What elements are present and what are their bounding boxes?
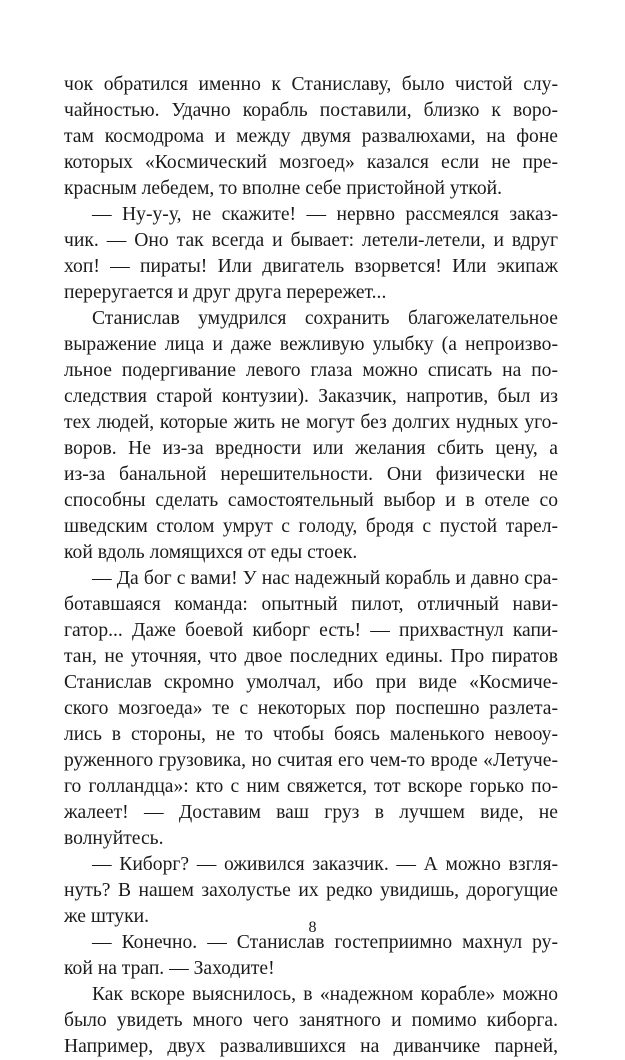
text-line: там космодрома и между двумя развалюхами, на фоне bbox=[64, 126, 558, 147]
text-line: тан, не уточняя, что двое последних едины. Про пиратов bbox=[64, 646, 558, 667]
text-line: жалеет! — Доставим ваш груз в лучшем виде, не bbox=[64, 802, 558, 823]
text-line: лись в стороны, не то чтобы боясь маленького невооу- bbox=[64, 724, 558, 745]
text-line: волнуйтесь. bbox=[64, 828, 164, 849]
text-line: красным лебедем, то вполне себе пристойной уткой. bbox=[64, 178, 502, 199]
text-line: чок обратился именно к Станиславу, было чистой слу- bbox=[64, 74, 558, 95]
text-line: ского мозгоеда» те с некоторых пор поспешно разлета- bbox=[64, 698, 558, 719]
text-line: Например, двух развалившихся на диванчике парней, bbox=[64, 1036, 558, 1057]
text-line: способны сделать самостоятельный выбор и в отеле со bbox=[64, 490, 558, 511]
text-line: выражение лица и даже вежливую улыбку (а непроизво- bbox=[64, 334, 558, 355]
text-line: чик. — Оно так всегда и бывает: летели-летели, и вдруг bbox=[64, 230, 558, 251]
text-line: гатор... Даже боевой киборг есть! — прихвастнул капи- bbox=[64, 620, 558, 641]
text-line: нуть? В нашем захолустье их редко увидишь, дорогущие bbox=[64, 880, 558, 901]
text-line: руженного грузовика, но считая его чем-то вроде «Летуче- bbox=[64, 750, 558, 771]
text-line: из-за банальной нерешительности. Они физически не bbox=[64, 464, 558, 485]
text-line: воров. Не из-за вредности или желания сбить цену, а bbox=[64, 438, 558, 459]
text-line: же штуки. bbox=[64, 906, 149, 927]
text-line: тех людей, которые жить не могут без долгих нудных уго- bbox=[64, 412, 558, 433]
page-body bbox=[64, 72, 558, 1060]
text-line: которых «Космический мозгоед» казался если не пре- bbox=[64, 152, 558, 173]
text-line: — Киборг? — оживился заказчик. — А можно взгля- bbox=[92, 854, 558, 875]
text-line: шведским столом умрут с голоду, бродя с пустой тарел- bbox=[64, 516, 558, 537]
text-line: Как вскоре выяснилось, в «надежном корабле» можно bbox=[92, 984, 558, 1005]
text-line: Станислав умудрился сохранить благожелательное bbox=[92, 308, 558, 329]
text-line: кой на трап. — Заходите! bbox=[64, 958, 275, 979]
text-line: Станислав скромно умолчал, ибо при виде «Космиче- bbox=[64, 672, 558, 693]
text-line: ботавшаяся команда: опытный пилот, отличный нави- bbox=[64, 594, 558, 615]
text-line: следствия старой контузии). Заказчик, напротив, был из bbox=[64, 386, 558, 407]
text-line: было увидеть много чего занятного и помимо киборга. bbox=[64, 1010, 558, 1031]
text-line: — Ну-у-у, не скажите! — нервно рассмеялся заказ- bbox=[92, 204, 558, 225]
page-number: 8 bbox=[308, 919, 317, 936]
text-line: — Конечно. — Станислав гостеприимно махнул ру- bbox=[92, 932, 558, 953]
text-line: чайностью. Удачно корабль поставили, близко к воро- bbox=[64, 100, 558, 121]
text-line: переругается и друг друга перережет... bbox=[64, 282, 387, 303]
text-line: — Да бог с вами! У нас надежный корабль и давно сра- bbox=[92, 568, 558, 589]
text-line: льное подергивание левого глаза можно списать на по- bbox=[64, 360, 558, 381]
text-line: хоп! — пираты! Или двигатель взорвется! Или экипаж bbox=[64, 256, 558, 277]
text-line: го голландца»: кто с ним свяжется, тот вскоре горько по- bbox=[64, 776, 558, 797]
text-line: кой вдоль ломящихся от еды стоек. bbox=[64, 542, 358, 563]
